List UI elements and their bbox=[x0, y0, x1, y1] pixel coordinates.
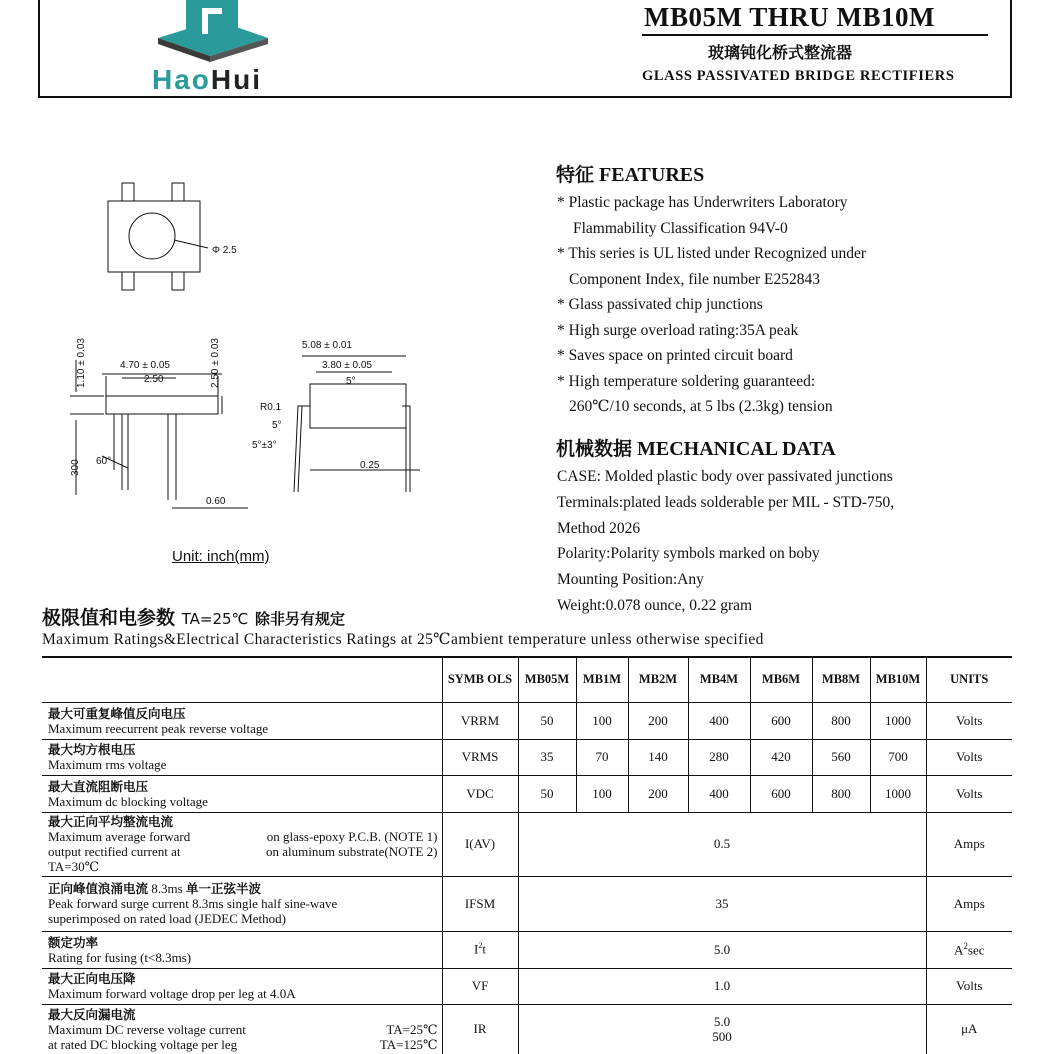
dim-60: 60° bbox=[96, 456, 112, 467]
logo-wordmark: HaoHui bbox=[152, 64, 263, 95]
param-desc: 最大直流阻断电压 Maximum dc blocking voltage bbox=[42, 775, 442, 812]
dim-110: 1.10 ± 0.03 bbox=[76, 338, 87, 388]
feature-line: * Saves space on printed circuit board bbox=[557, 347, 793, 364]
header-part: MB4M bbox=[688, 657, 750, 702]
param-value: 400 bbox=[688, 775, 750, 812]
feature-line: * High temperature soldering guaranteed: bbox=[557, 372, 816, 390]
header-part: MB05M bbox=[518, 657, 576, 702]
param-value: 800 bbox=[812, 775, 870, 812]
dim-300: 300 bbox=[70, 459, 81, 476]
dim-5b: 5° bbox=[272, 420, 282, 431]
table-row bbox=[42, 876, 1012, 931]
param-desc: 额定功率 Rating for fusing (t<8.3ms) bbox=[42, 931, 442, 968]
param-value: 560 bbox=[812, 739, 870, 775]
param-symbol: VRRM bbox=[442, 702, 518, 739]
mech-line: Mounting Position:Any bbox=[557, 571, 704, 589]
dim-250h: 2.50 bbox=[144, 374, 164, 385]
package-outline-drawing bbox=[40, 170, 480, 550]
table-header-row bbox=[42, 657, 1012, 702]
param-value: 420 bbox=[750, 739, 812, 775]
param-unit: Volts bbox=[926, 968, 1012, 1004]
param-symbol: VDC bbox=[442, 775, 518, 812]
dim-060: 0.60 bbox=[206, 496, 226, 507]
param-value: 700 bbox=[870, 739, 926, 775]
param-value: 1.0 bbox=[518, 968, 926, 1004]
param-symbol: VF bbox=[442, 968, 518, 1004]
features-heading: 特征 FEATURES bbox=[556, 164, 705, 186]
param-symbol: I(AV) bbox=[442, 812, 518, 876]
param-desc: 最大正向平均整流电流 Maximum average forward on glass-epoxy P.C.B. (NOTE 1) output rectified current at on aluminum substrate(NOTE 2) TA=30℃ bbox=[42, 812, 442, 876]
param-value: 50 bbox=[518, 775, 576, 812]
feature-line: 260℃/10 seconds, at 5 lbs (2.3kg) tension bbox=[569, 398, 833, 415]
param-symbol: IFSM bbox=[442, 876, 518, 931]
param-value: 5.0 bbox=[518, 931, 926, 968]
param-desc: 最大正向电压降 Maximum forward voltage drop per leg at 4.0A bbox=[42, 968, 442, 1004]
param-desc: 最大可重复峰值反向电压 Maximum reecurrent peak reverse voltage bbox=[42, 702, 442, 739]
header-part: MB1M bbox=[576, 657, 628, 702]
dim-250v: 2.50 ± 0.03 bbox=[210, 338, 221, 388]
mechanical-heading: 机械数据 MECHANICAL DATA bbox=[556, 438, 836, 460]
param-value: 600 bbox=[750, 775, 812, 812]
table-row bbox=[42, 931, 1012, 968]
header-part: MB10M bbox=[870, 657, 926, 702]
dim-508: 5.08 ± 0.01 bbox=[302, 340, 352, 351]
feature-line: * Plastic package has Underwriters Laboratory bbox=[557, 194, 848, 211]
mech-line: Terminals:plated leads solderable per MIL - STD-750, bbox=[557, 493, 895, 511]
dim-5a: 5° bbox=[346, 376, 356, 387]
param-unit: μA bbox=[926, 1004, 1012, 1054]
param-symbol: $I^2t$ bbox=[442, 931, 518, 968]
feature-line: * Glass passivated chip junctions bbox=[557, 296, 763, 313]
mech-line: CASE: Molded plastic body over passivated junctions bbox=[557, 468, 893, 485]
header-blank bbox=[42, 657, 442, 702]
page-title: MB05M THRU MB10M bbox=[644, 2, 935, 32]
feature-line: Flammability Classification 94V-0 bbox=[573, 219, 788, 237]
table-row bbox=[42, 702, 1012, 739]
param-unit: Amps bbox=[926, 812, 1012, 876]
header-symbols: SYMB OLS bbox=[442, 657, 518, 702]
dim-r01: R0.1 bbox=[260, 402, 282, 413]
subtitle-cn: 玻璃钝化桥式整流器 bbox=[708, 43, 853, 62]
param-value: 800 bbox=[812, 702, 870, 739]
header-part: MB2M bbox=[628, 657, 688, 702]
mech-line: Method 2026 bbox=[557, 519, 641, 537]
table-row bbox=[42, 812, 1012, 876]
param-value: 0.5 bbox=[518, 812, 926, 876]
param-value: 5.0 500 bbox=[518, 1004, 926, 1054]
param-value: 200 bbox=[628, 775, 688, 812]
table-row bbox=[42, 775, 1012, 812]
top-view bbox=[108, 183, 208, 290]
haohui-logo-icon bbox=[150, 0, 280, 64]
param-value: 280 bbox=[688, 739, 750, 775]
param-unit: Amps bbox=[926, 876, 1012, 931]
table-row bbox=[42, 968, 1012, 1004]
header-part: MB6M bbox=[750, 657, 812, 702]
dim-025: 0.25 bbox=[360, 460, 380, 471]
feature-line: Component Index, file number E252843 bbox=[569, 270, 820, 288]
param-symbol: VRMS bbox=[442, 739, 518, 775]
param-unit: Volts bbox=[926, 775, 1012, 812]
param-desc: 正向峰值浪涌电流 8.3ms 单一正弦半波 Peak forward surge current 8.3ms single half sine-wave superimposed on rated load (JEDEC Method) bbox=[42, 876, 442, 931]
param-value: 100 bbox=[576, 775, 628, 812]
mechanical-list bbox=[557, 464, 894, 619]
dim-470: 4.70 ± 0.05 bbox=[120, 360, 170, 371]
ratings-table bbox=[42, 656, 1012, 1054]
side-view bbox=[294, 356, 420, 492]
ratings-heading-en: Maximum Ratings&Electrical Characteristics Ratings at 25℃ambient temperature unless otherwise specified bbox=[42, 631, 764, 648]
title-rule bbox=[642, 34, 988, 36]
param-unit: Volts bbox=[926, 739, 1012, 775]
mech-line: Polarity:Polarity symbols marked on boby bbox=[557, 545, 820, 563]
param-value: 70 bbox=[576, 739, 628, 775]
dia-label: Φ 2.5 bbox=[212, 245, 237, 256]
dim-380: 3.80 ± 0.05 bbox=[322, 360, 372, 371]
unit-label: Unit: inch(mm) bbox=[172, 548, 270, 565]
mech-line: Weight:0.078 ounce, 0.22 gram bbox=[557, 596, 753, 614]
param-desc: 最大均方根电压 Maximum rms voltage bbox=[42, 739, 442, 775]
param-unit: Volts bbox=[926, 702, 1012, 739]
param-value: 400 bbox=[688, 702, 750, 739]
param-value: 1000 bbox=[870, 702, 926, 739]
feature-line: * This series is UL listed under Recognized under bbox=[557, 245, 867, 262]
table-row bbox=[42, 1004, 1012, 1054]
ratings-heading-cn: 极限值和电参数 TA=25℃ 除非另有规定 bbox=[42, 607, 346, 629]
param-unit: $A^2\sec$ bbox=[926, 931, 1012, 968]
dim-5c: 5°±3° bbox=[252, 440, 277, 451]
features-list bbox=[557, 190, 866, 420]
param-value: 1000 bbox=[870, 775, 926, 812]
header-part: MB8M bbox=[812, 657, 870, 702]
param-value: 140 bbox=[628, 739, 688, 775]
param-value: 200 bbox=[628, 702, 688, 739]
param-value: 50 bbox=[518, 702, 576, 739]
feature-line: * High surge overload rating:35A peak bbox=[557, 321, 799, 339]
param-value: 600 bbox=[750, 702, 812, 739]
param-value: 35 bbox=[518, 739, 576, 775]
param-symbol: IR bbox=[442, 1004, 518, 1054]
param-value: 100 bbox=[576, 702, 628, 739]
subtitle-en: GLASS PASSIVATED BRIDGE RECTIFIERS bbox=[642, 68, 955, 84]
param-desc: 最大反向漏电流 Maximum DC reverse voltage current TA=25℃ at rated DC blocking voltage per leg TA=125℃ bbox=[42, 1004, 442, 1054]
header-units: UNITS bbox=[926, 657, 1012, 702]
param-value: 35 bbox=[518, 876, 926, 931]
table-row bbox=[42, 739, 1012, 775]
